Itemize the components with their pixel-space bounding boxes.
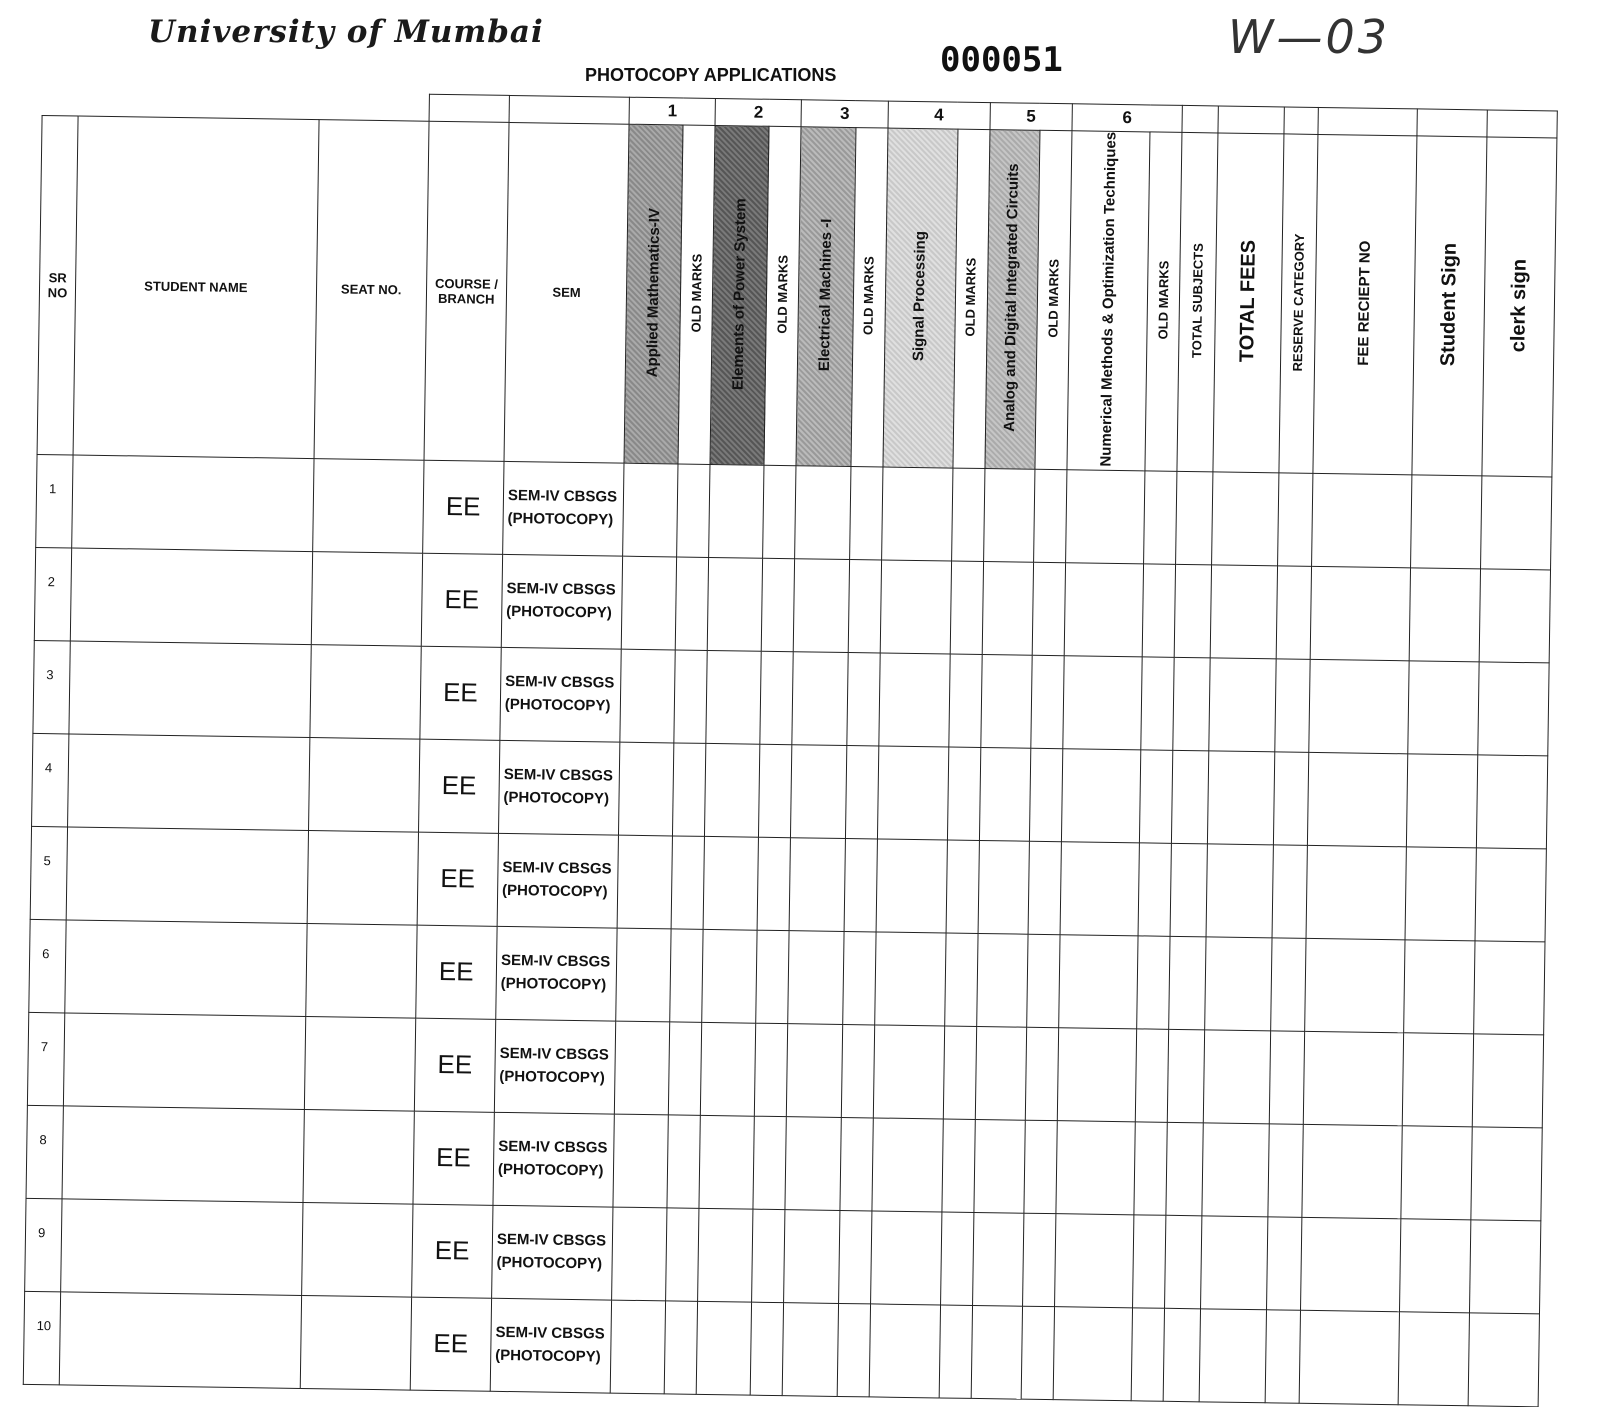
- course-branch-header: COURSE / BRANCH: [424, 121, 509, 461]
- sem-header: SEM: [504, 122, 629, 463]
- sr-no-header: SR NO: [37, 116, 78, 455]
- student-sign-cell[interactable]: [1405, 847, 1476, 941]
- old-marks-header: OLD MARKS: [678, 125, 715, 464]
- old-marks-cell[interactable]: [1027, 934, 1060, 1027]
- subject-5-cell[interactable]: [982, 561, 1033, 655]
- clerk-sign-cell[interactable]: [1480, 476, 1552, 570]
- old-marks-header: OLD MARKS: [1145, 132, 1182, 471]
- old-marks-cell[interactable]: [1021, 1306, 1054, 1399]
- course-branch-cell: EE: [422, 460, 504, 554]
- student-sign-cell[interactable]: [1399, 1219, 1470, 1313]
- total-fees-cell[interactable]: [1210, 565, 1277, 659]
- seat-no-cell[interactable]: [304, 1016, 416, 1111]
- subject-1-cell[interactable]: [610, 1300, 665, 1394]
- student-sign-cell[interactable]: [1403, 940, 1474, 1034]
- subject-6-cell[interactable]: [1063, 655, 1143, 749]
- fee-receipt-cell[interactable]: [1309, 659, 1409, 753]
- sem-cell: [496, 926, 618, 1021]
- subject-5-cell[interactable]: [971, 1305, 1022, 1399]
- old-marks-cell[interactable]: [760, 651, 793, 744]
- total-subjects-cell[interactable]: [1170, 843, 1207, 937]
- sem-line-2: (PHOTOCOPY): [499, 1067, 606, 1087]
- total-subjects-cell[interactable]: [1167, 1029, 1204, 1123]
- old-marks-cell[interactable]: [840, 1117, 873, 1210]
- seat-no-cell[interactable]: [303, 1109, 415, 1204]
- subject-1-cell[interactable]: [616, 928, 671, 1022]
- old-marks-cell[interactable]: [1033, 469, 1066, 562]
- sem-line-1: SEM-IV CBSGS: [506, 580, 616, 599]
- column-header-row: [37, 116, 1557, 477]
- sr-no-cell: 1: [36, 454, 73, 548]
- student-name-cell[interactable]: [59, 1292, 301, 1389]
- subject-6-number: 6: [1072, 104, 1183, 133]
- subject-4-cell[interactable]: [874, 932, 945, 1026]
- university-name: University of Mumbai: [148, 14, 544, 50]
- course-branch-cell: EE: [411, 1204, 493, 1298]
- subject-5-cell[interactable]: [974, 1119, 1025, 1213]
- subject-5-number: 5: [990, 103, 1073, 131]
- course-branch-cell: EE: [418, 739, 500, 833]
- sem-line-1: SEM-IV CBSGS: [505, 673, 615, 692]
- subject-5-header: Analog and Digital Integrated Circuits: [985, 130, 1040, 469]
- sem-line-1: SEM-IV CBSGS: [502, 859, 612, 878]
- subject-2-header: Elements of Power System: [710, 125, 769, 465]
- subject-2-cell[interactable]: [698, 1208, 753, 1302]
- sem-line-1: SEM-IV CBSGS: [503, 766, 614, 785]
- subject-3-cell[interactable]: [784, 1209, 839, 1303]
- old-marks-cell[interactable]: [940, 1212, 973, 1305]
- old-marks-cell[interactable]: [1133, 1215, 1166, 1308]
- subject-3-cell[interactable]: [785, 1116, 840, 1210]
- subject-5-cell[interactable]: [981, 654, 1032, 748]
- subject-5-cell[interactable]: [976, 933, 1027, 1027]
- clerk-sign-cell[interactable]: [1471, 1127, 1543, 1221]
- clerk-sign-cell[interactable]: [1472, 1034, 1544, 1128]
- subject-6-cell[interactable]: [1059, 934, 1139, 1028]
- sem-line-2: (PHOTOCOPY): [506, 602, 612, 622]
- subject-3-cell[interactable]: [792, 651, 847, 745]
- subject-6-cell[interactable]: [1061, 748, 1141, 842]
- serial-number: 000051: [940, 40, 1063, 80]
- sem-line-2: (PHOTOCOPY): [507, 509, 614, 529]
- subject-1-cell[interactable]: [613, 1114, 668, 1208]
- subject-4-number: 4: [888, 101, 991, 130]
- old-marks-cell[interactable]: [1141, 657, 1174, 750]
- old-marks-cell[interactable]: [1025, 1027, 1058, 1120]
- old-marks-cell[interactable]: [838, 1210, 871, 1303]
- seat-no-cell[interactable]: [307, 830, 419, 925]
- subject-6-cell[interactable]: [1057, 1027, 1137, 1121]
- student-sign-cell[interactable]: [1400, 1126, 1471, 1220]
- total-fees-cell[interactable]: [1212, 472, 1279, 566]
- old-marks-header: OLD MARKS: [1035, 130, 1072, 469]
- seat-no-cell[interactable]: [305, 923, 417, 1018]
- old-marks-cell[interactable]: [673, 743, 706, 836]
- old-marks-cell[interactable]: [943, 1026, 976, 1119]
- application-sheet: [29, 88, 1558, 1366]
- reserve-category-cell[interactable]: [1274, 752, 1309, 845]
- old-marks-cell[interactable]: [669, 1022, 702, 1115]
- sem-line-1: SEM-IV CBSGS: [499, 1045, 609, 1064]
- subject-4-cell[interactable]: [869, 1304, 940, 1398]
- total-fees-header: TOTAL FEES: [1213, 133, 1284, 473]
- old-marks-cell[interactable]: [1137, 936, 1170, 1029]
- student-sign-cell[interactable]: [1407, 661, 1478, 755]
- subject-2-cell[interactable]: [706, 650, 761, 744]
- student-name-cell[interactable]: [72, 455, 314, 552]
- old-marks-cell[interactable]: [670, 929, 703, 1022]
- student-sign-cell[interactable]: [1409, 568, 1480, 662]
- subject-3-header: Electrical Machines -I: [796, 127, 855, 467]
- sem-line-2: (PHOTOCOPY): [500, 974, 607, 994]
- seat-no-cell[interactable]: [311, 551, 423, 646]
- fee-receipt-cell[interactable]: [1302, 1124, 1402, 1218]
- sem-line-2: (PHOTOCOPY): [504, 695, 611, 715]
- course-branch-cell: EE: [420, 646, 502, 740]
- old-marks-cell[interactable]: [1031, 655, 1064, 748]
- sem-cell: [494, 1019, 616, 1114]
- sem-line-1: SEM-IV CBSGS: [495, 1324, 605, 1343]
- subject-2-cell[interactable]: [701, 1022, 756, 1116]
- clerk-sign-cell[interactable]: [1476, 755, 1548, 849]
- subject-4-cell[interactable]: [878, 653, 949, 747]
- course-branch-cell: EE: [416, 925, 498, 1019]
- student-sign-cell[interactable]: [1398, 1312, 1469, 1406]
- subject-1-cell[interactable]: [623, 463, 678, 557]
- subject-5-cell[interactable]: [978, 840, 1029, 934]
- subject-2-cell[interactable]: [702, 929, 757, 1023]
- old-marks-cell[interactable]: [1024, 1120, 1057, 1213]
- total-fees-cell[interactable]: [1208, 751, 1275, 845]
- subject-6-cell[interactable]: [1053, 1306, 1133, 1400]
- course-branch-cell: EE: [417, 832, 499, 926]
- sem-cell: [498, 740, 620, 835]
- sem-line-2: (PHOTOCOPY): [501, 881, 608, 901]
- subject-3-cell[interactable]: [788, 930, 843, 1024]
- old-marks-cell[interactable]: [667, 1115, 700, 1208]
- subject-2-cell[interactable]: [703, 836, 758, 930]
- reserve-category-cell[interactable]: [1265, 1310, 1300, 1403]
- sem-line-2: (PHOTOCOPY): [503, 788, 610, 808]
- sem-line-2: (PHOTOCOPY): [496, 1253, 603, 1273]
- old-marks-cell[interactable]: [1138, 843, 1171, 936]
- old-marks-cell[interactable]: [844, 838, 877, 931]
- old-marks-cell[interactable]: [756, 930, 789, 1023]
- seat-no-cell[interactable]: [312, 458, 424, 553]
- seat-no-cell[interactable]: [301, 1202, 413, 1297]
- reserve-category-cell[interactable]: [1272, 845, 1307, 938]
- photocopy-applications-table: [23, 88, 1558, 1407]
- clerk-sign-cell[interactable]: [1475, 848, 1547, 942]
- reserve-category-cell[interactable]: [1271, 938, 1306, 1031]
- total-subjects-cell[interactable]: [1173, 657, 1210, 751]
- fee-receipt-cell[interactable]: [1306, 845, 1406, 939]
- subject-6-cell[interactable]: [1064, 563, 1144, 657]
- subject-1-header: Applied Mathematics-IV: [624, 124, 683, 464]
- old-marks-cell[interactable]: [1140, 750, 1173, 843]
- student-name-cell[interactable]: [66, 827, 308, 924]
- fee-receipt-header: FEE RECIEPT NO: [1313, 134, 1416, 474]
- subject-3-cell[interactable]: [790, 837, 845, 931]
- student-name-cell[interactable]: [62, 1106, 304, 1203]
- old-marks-cell[interactable]: [1131, 1308, 1164, 1401]
- old-marks-cell[interactable]: [755, 1023, 788, 1116]
- sr-no-cell: 10: [23, 1291, 60, 1385]
- old-marks-cell[interactable]: [848, 559, 881, 652]
- old-marks-cell[interactable]: [845, 745, 878, 838]
- subject-6-cell[interactable]: [1055, 1213, 1135, 1307]
- subject-3-cell[interactable]: [791, 744, 846, 838]
- subject-6-cell[interactable]: [1066, 470, 1146, 564]
- reserve-category-cell[interactable]: [1270, 1031, 1305, 1124]
- total-subjects-cell[interactable]: [1172, 750, 1209, 844]
- subject-3-cell[interactable]: [795, 465, 850, 559]
- sr-no-cell: 8: [26, 1105, 63, 1199]
- subject-1-cell[interactable]: [620, 649, 675, 743]
- sem-line-2: (PHOTOCOPY): [497, 1160, 604, 1180]
- old-marks-cell[interactable]: [846, 652, 879, 745]
- total-subjects-cell[interactable]: [1176, 471, 1213, 565]
- student-name-cell[interactable]: [69, 641, 311, 738]
- sem-cell: [492, 1205, 614, 1300]
- old-marks-cell[interactable]: [664, 1301, 697, 1394]
- subject-6-header: Numerical Methods & Optimization Techniques: [1067, 131, 1150, 471]
- subject-2-cell[interactable]: [705, 743, 760, 837]
- sem-line-1: SEM-IV CBSGS: [496, 1231, 607, 1250]
- old-marks-cell[interactable]: [671, 836, 704, 929]
- reserve-category-header: RESERVE CATEGORY: [1279, 134, 1318, 473]
- sem-cell: [493, 1112, 615, 1207]
- subject-2-cell[interactable]: [709, 464, 764, 558]
- old-marks-cell[interactable]: [1029, 748, 1062, 841]
- sr-no-cell: 4: [32, 733, 69, 827]
- subject-2-cell[interactable]: [708, 557, 763, 651]
- fee-receipt-cell[interactable]: [1308, 752, 1408, 846]
- old-marks-cell[interactable]: [842, 931, 875, 1024]
- old-marks-cell[interactable]: [841, 1024, 874, 1117]
- subject-6-cell[interactable]: [1056, 1120, 1136, 1214]
- old-marks-cell[interactable]: [752, 1209, 785, 1302]
- old-marks-cell[interactable]: [939, 1305, 972, 1398]
- sem-line-1: SEM-IV CBSGS: [500, 952, 611, 971]
- old-marks-cell[interactable]: [762, 558, 795, 651]
- old-marks-header: OLD MARKS: [851, 128, 888, 467]
- old-marks-cell[interactable]: [759, 744, 792, 837]
- total-fees-cell[interactable]: [1199, 1309, 1266, 1403]
- sr-no-cell: 2: [34, 547, 71, 641]
- old-marks-cell[interactable]: [942, 1119, 975, 1212]
- student-name-cell[interactable]: [61, 1199, 303, 1296]
- reserve-category-cell[interactable]: [1277, 566, 1312, 659]
- subject-1-cell[interactable]: [612, 1207, 667, 1301]
- subject-3-cell[interactable]: [787, 1023, 842, 1117]
- student-sign-cell[interactable]: [1402, 1033, 1473, 1127]
- total-fees-cell[interactable]: [1209, 658, 1276, 752]
- fee-receipt-cell[interactable]: [1311, 566, 1411, 660]
- student-name-cell[interactable]: [68, 734, 310, 831]
- subject-3-cell[interactable]: [794, 558, 849, 652]
- sr-no-cell: 3: [33, 640, 70, 734]
- total-subjects-cell[interactable]: [1169, 936, 1206, 1030]
- subject-2-number: 2: [715, 98, 802, 126]
- student-sign-cell[interactable]: [1410, 475, 1481, 569]
- old-marks-cell[interactable]: [947, 747, 980, 840]
- form-title: PHOTOCOPY APPLICATIONS: [585, 65, 837, 85]
- reserve-category-cell[interactable]: [1268, 1124, 1303, 1217]
- clerk-sign-cell[interactable]: [1469, 1220, 1541, 1314]
- seat-no-cell[interactable]: [309, 644, 421, 739]
- old-marks-header: OLD MARKS: [764, 126, 801, 465]
- old-marks-cell[interactable]: [949, 654, 982, 747]
- subject-3-cell[interactable]: [783, 1302, 838, 1396]
- handwritten-note: W—03: [1228, 10, 1391, 64]
- reserve-category-cell[interactable]: [1275, 659, 1310, 752]
- sem-cell: [490, 1298, 612, 1393]
- subject-5-cell[interactable]: [979, 747, 1030, 841]
- subject-2-cell[interactable]: [697, 1301, 752, 1395]
- subject-1-cell[interactable]: [615, 1021, 670, 1115]
- old-marks-cell[interactable]: [1032, 562, 1065, 655]
- subject-4-cell[interactable]: [870, 1211, 941, 1305]
- fee-receipt-cell[interactable]: [1312, 473, 1412, 567]
- clerk-sign-cell[interactable]: [1468, 1313, 1540, 1407]
- old-marks-cell[interactable]: [1022, 1213, 1055, 1306]
- student-sign-header: Student Sign: [1412, 136, 1487, 476]
- old-marks-cell[interactable]: [1144, 471, 1177, 564]
- old-marks-cell[interactable]: [1142, 564, 1175, 657]
- student-name-cell[interactable]: [65, 920, 307, 1017]
- old-marks-cell[interactable]: [1134, 1122, 1167, 1215]
- old-marks-cell[interactable]: [677, 464, 710, 557]
- sem-cell: [503, 461, 625, 556]
- total-fees-cell[interactable]: [1202, 1123, 1269, 1217]
- clerk-sign-cell[interactable]: [1473, 941, 1545, 1035]
- total-subjects-header: TOTAL SUBJECTS: [1177, 132, 1218, 471]
- total-fees-cell[interactable]: [1201, 1216, 1268, 1310]
- subject-1-cell[interactable]: [621, 556, 676, 650]
- sr-no-cell: 6: [29, 919, 66, 1013]
- old-marks-cell[interactable]: [1135, 1029, 1168, 1122]
- subject-4-cell[interactable]: [876, 839, 947, 933]
- subject-1-number: 1: [629, 97, 716, 125]
- old-marks-cell[interactable]: [763, 465, 796, 558]
- old-marks-header: OLD MARKS: [953, 129, 990, 468]
- clerk-sign-cell[interactable]: [1478, 662, 1550, 756]
- subject-5-cell[interactable]: [972, 1212, 1023, 1306]
- sem-cell: [500, 647, 622, 742]
- subject-1-cell[interactable]: [617, 835, 672, 929]
- total-subjects-cell[interactable]: [1165, 1215, 1202, 1309]
- sr-no-cell: 7: [27, 1012, 64, 1106]
- sem-line-2: (PHOTOCOPY): [495, 1346, 601, 1366]
- old-marks-cell[interactable]: [666, 1208, 699, 1301]
- sr-no-cell: 9: [25, 1198, 62, 1292]
- old-marks-cell[interactable]: [757, 837, 790, 930]
- subject-4-cell[interactable]: [872, 1118, 943, 1212]
- fee-receipt-cell[interactable]: [1301, 1217, 1401, 1311]
- old-marks-cell[interactable]: [1028, 841, 1061, 934]
- sem-line-1: SEM-IV CBSGS: [498, 1138, 608, 1157]
- subject-3-number: 3: [801, 100, 888, 128]
- old-marks-cell[interactable]: [946, 840, 979, 933]
- student-sign-cell[interactable]: [1406, 754, 1477, 848]
- subject-5-cell[interactable]: [975, 1026, 1026, 1120]
- subject-2-cell[interactable]: [699, 1115, 754, 1209]
- reserve-category-cell[interactable]: [1278, 473, 1313, 566]
- course-branch-cell: EE: [413, 1111, 495, 1205]
- seat-no-cell[interactable]: [308, 737, 420, 832]
- subject-4-header: Signal Processing: [883, 128, 958, 468]
- subject-5-cell[interactable]: [983, 468, 1034, 562]
- total-fees-cell[interactable]: [1205, 937, 1272, 1031]
- course-branch-cell: EE: [421, 553, 503, 647]
- old-marks-cell[interactable]: [944, 933, 977, 1026]
- sem-line-1: SEM-IV CBSGS: [507, 487, 618, 506]
- total-fees-cell[interactable]: [1206, 844, 1273, 938]
- old-marks-cell[interactable]: [674, 650, 707, 743]
- subject-4-cell[interactable]: [873, 1025, 944, 1119]
- total-subjects-cell[interactable]: [1163, 1308, 1200, 1402]
- total-subjects-cell[interactable]: [1174, 564, 1211, 658]
- student-name-header: STUDENT NAME: [73, 116, 318, 458]
- course-branch-cell: EE: [410, 1297, 492, 1391]
- course-branch-cell: EE: [414, 1018, 496, 1112]
- subject-4-cell[interactable]: [881, 467, 952, 561]
- old-marks-cell[interactable]: [837, 1303, 870, 1396]
- old-marks-cell[interactable]: [951, 468, 984, 561]
- fee-receipt-cell[interactable]: [1305, 938, 1405, 1032]
- clerk-sign-cell[interactable]: [1479, 569, 1551, 663]
- subject-1-cell[interactable]: [619, 742, 674, 836]
- reserve-category-cell[interactable]: [1267, 1217, 1302, 1310]
- subject-4-cell[interactable]: [877, 746, 948, 840]
- student-name-cell[interactable]: [70, 548, 312, 645]
- subject-4-cell[interactable]: [880, 560, 951, 654]
- subject-6-cell[interactable]: [1060, 841, 1140, 935]
- fee-receipt-cell[interactable]: [1304, 1031, 1404, 1125]
- old-marks-cell[interactable]: [950, 561, 983, 654]
- sem-cell: [497, 833, 619, 928]
- seat-no-cell[interactable]: [300, 1295, 412, 1390]
- fee-receipt-cell[interactable]: [1300, 1310, 1400, 1404]
- sem-cell: [501, 554, 623, 649]
- seat-no-header: SEAT NO.: [314, 120, 429, 460]
- old-marks-cell[interactable]: [849, 466, 882, 559]
- application-rows: [23, 454, 1552, 1406]
- old-marks-cell[interactable]: [675, 557, 708, 650]
- student-name-cell[interactable]: [63, 1013, 305, 1110]
- old-marks-cell[interactable]: [753, 1116, 786, 1209]
- clerk-sign-header: clerk sign: [1482, 137, 1557, 477]
- total-fees-cell[interactable]: [1204, 1030, 1271, 1124]
- sr-no-cell: 5: [30, 826, 67, 920]
- old-marks-cell[interactable]: [751, 1302, 784, 1395]
- total-subjects-cell[interactable]: [1166, 1122, 1203, 1216]
